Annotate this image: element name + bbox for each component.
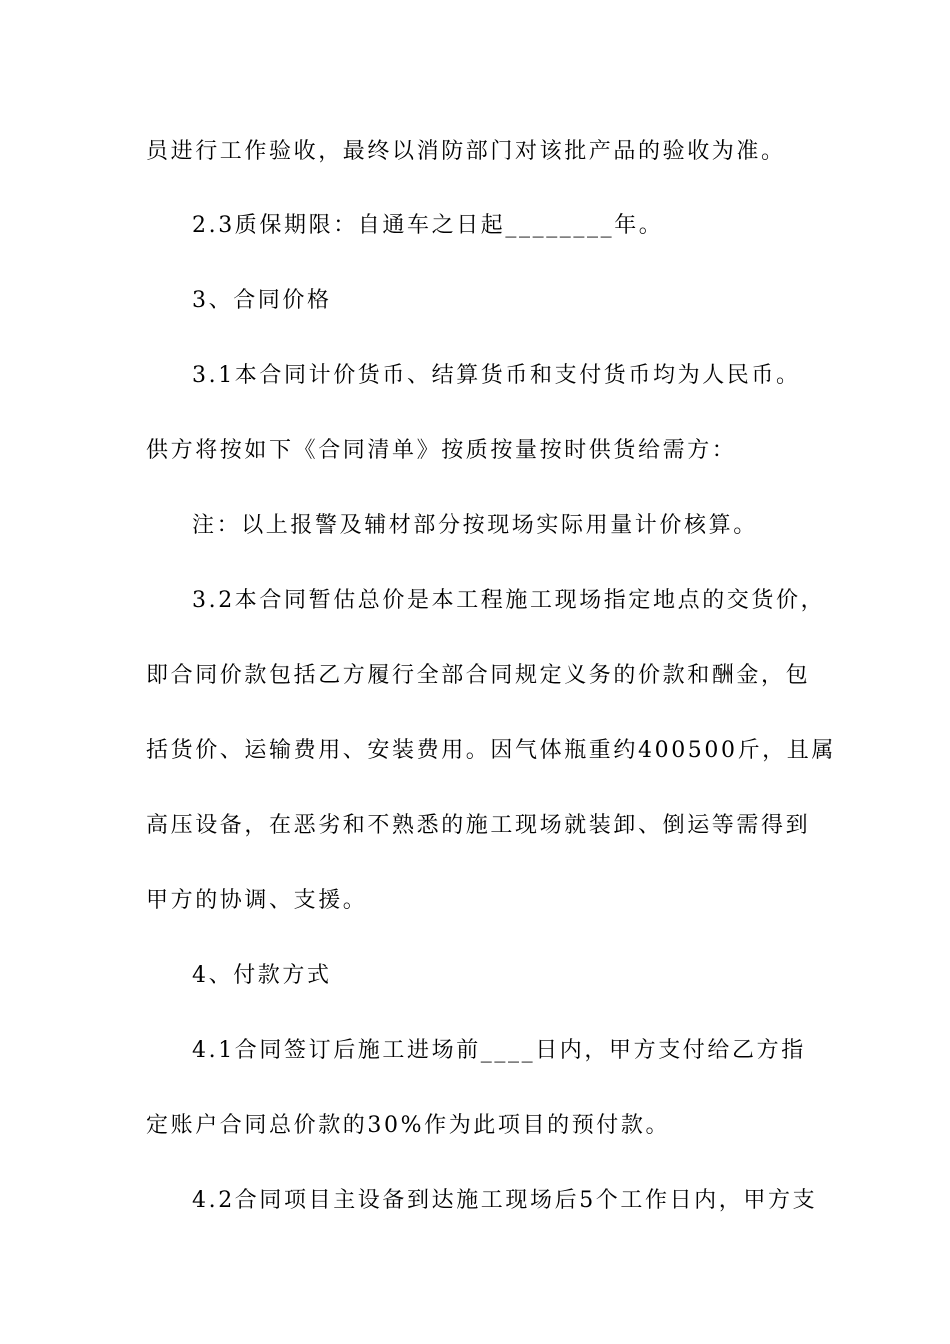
text-line: 高压设备，在恶劣和不熟悉的施工现场就装卸、倒运等需得到 [146,813,811,838]
clause-2-3: 2.3质保期限：自通车之日起________年。 [192,213,664,238]
text-line: 员进行工作验收，最终以消防部门对该批产品的验收为准。 [146,139,786,164]
clause-4-1: 4.1合同签订后施工进场前____日内，甲方支付给乙方指 [192,1038,806,1063]
section-heading-payment: 4、付款方式 [192,963,332,988]
text-line: 甲方的协调、支援。 [146,888,368,913]
clause-3-1: 3.1本合同计价货币、结算货币和支付货币均为人民币。 [192,363,801,388]
text-line: 定账户合同总价款的30%作为此项目的预付款。 [146,1113,671,1138]
clause-4-2: 4.2合同项目主设备到达施工现场后5个工作日内，甲方支 [192,1188,818,1213]
note-line: 注：以上报警及辅材部分按现场实际用量计价核算。 [192,513,758,538]
text-line: 即合同价款包括乙方履行全部合同规定义务的价款和酬金，包 [146,663,811,688]
text-line: 供方将按如下《合同清单》按质按量按时供货给需方： [146,438,737,463]
clause-3-2: 3.2本合同暂估总价是本工程施工现场指定地点的交货价， [192,588,826,613]
section-heading-contract-price: 3、合同价格 [192,288,332,313]
text-line: 括货价、运输费用、安装费用。因气体瓶重约400500斤，且属 [146,738,836,763]
